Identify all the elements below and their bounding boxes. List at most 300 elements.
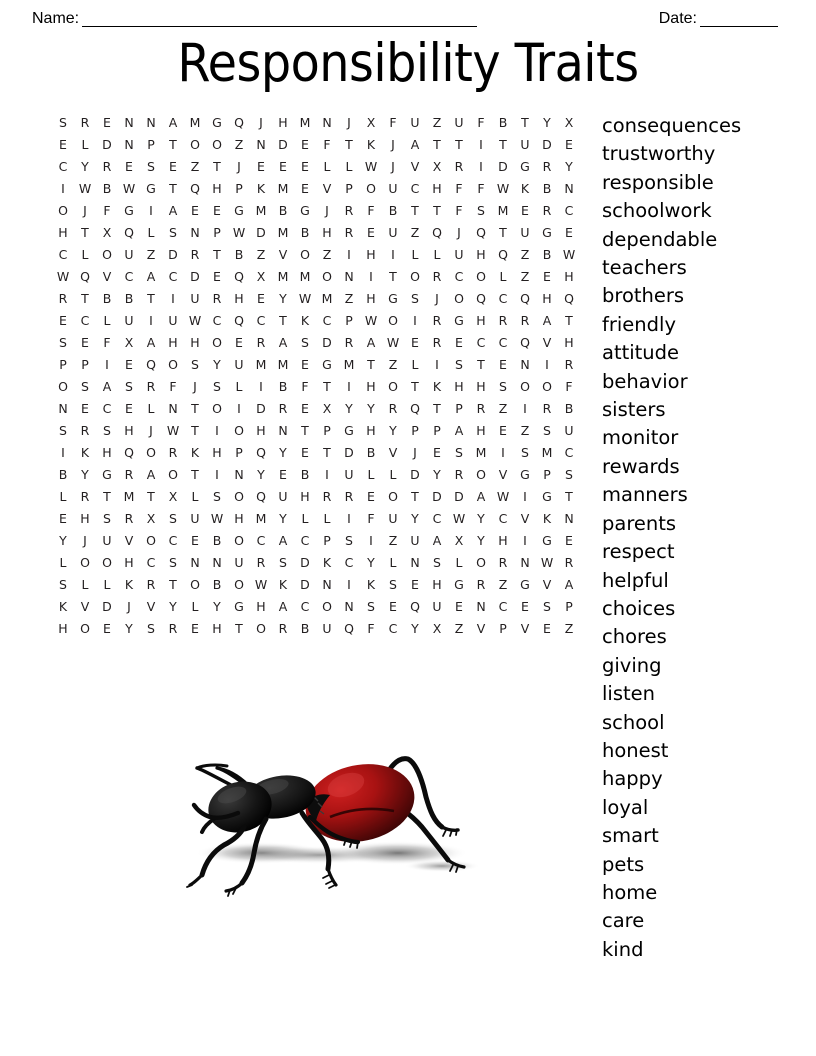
grid-cell[interactable]: O xyxy=(322,599,332,614)
grid-cell[interactable]: L xyxy=(301,511,309,526)
word-list-item[interactable]: attitude xyxy=(602,341,680,365)
grid-cell[interactable]: M xyxy=(497,203,509,218)
grid-cell[interactable]: T xyxy=(169,577,177,592)
date-write-in-line[interactable] xyxy=(700,13,778,27)
grid-cell[interactable]: N xyxy=(278,423,288,438)
grid-cell[interactable]: X xyxy=(146,511,156,526)
grid-cell[interactable]: D xyxy=(256,401,266,416)
grid-cell[interactable]: L xyxy=(323,159,331,174)
grid-cell[interactable]: U xyxy=(190,291,200,306)
grid-cell[interactable]: L xyxy=(59,489,67,504)
grid-cell[interactable]: T xyxy=(345,137,353,152)
grid-cell[interactable]: S xyxy=(59,577,67,592)
grid-cell[interactable]: E xyxy=(213,203,221,218)
grid-cell[interactable]: T xyxy=(455,137,463,152)
grid-cell[interactable]: S xyxy=(191,357,199,372)
grid-cell[interactable]: E xyxy=(103,621,111,636)
grid-cell[interactable]: H xyxy=(476,423,486,438)
word-list-item[interactable]: honest xyxy=(602,738,669,762)
grid-cell[interactable]: U xyxy=(388,225,398,240)
grid-cell[interactable]: H xyxy=(366,247,376,262)
grid-cell[interactable]: R xyxy=(146,577,156,592)
grid-cell[interactable]: V xyxy=(80,599,90,614)
grid-cell[interactable]: C xyxy=(300,599,310,614)
grid-cell[interactable]: I xyxy=(61,445,65,460)
grid-cell[interactable]: I xyxy=(347,247,351,262)
grid-cell[interactable]: N xyxy=(564,511,574,526)
grid-cell[interactable]: C xyxy=(212,313,222,328)
grid-cell[interactable]: F xyxy=(367,203,375,218)
grid-cell[interactable]: O xyxy=(190,137,200,152)
grid-cell[interactable]: Y xyxy=(213,357,221,372)
grid-cell[interactable]: E xyxy=(125,357,133,372)
grid-cell[interactable]: V xyxy=(388,445,398,460)
grid-cell[interactable]: U xyxy=(190,511,200,526)
grid-cell[interactable]: O xyxy=(454,291,464,306)
grid-cell[interactable]: B xyxy=(124,291,134,306)
grid-cell[interactable]: L xyxy=(191,489,199,504)
grid-cell[interactable]: Y xyxy=(213,599,221,614)
grid-cell[interactable]: T xyxy=(235,621,243,636)
grid-cell[interactable]: U xyxy=(410,533,420,548)
grid-cell[interactable]: E xyxy=(499,357,507,372)
grid-cell[interactable]: I xyxy=(369,533,373,548)
grid-cell[interactable]: H xyxy=(234,291,244,306)
grid-cell[interactable]: J xyxy=(259,115,263,130)
grid-cell[interactable]: L xyxy=(191,599,199,614)
grid-cell[interactable]: K xyxy=(300,313,310,328)
grid-cell[interactable]: R xyxy=(278,401,288,416)
grid-cell[interactable]: Z xyxy=(256,247,266,262)
grid-cell[interactable]: T xyxy=(477,357,485,372)
grid-cell[interactable]: P xyxy=(323,533,331,548)
grid-cell[interactable]: Y xyxy=(565,159,573,174)
grid-cell[interactable]: R xyxy=(454,467,464,482)
grid-cell[interactable]: H xyxy=(564,335,574,350)
grid-cell[interactable]: D xyxy=(102,599,112,614)
grid-cell[interactable]: B xyxy=(366,445,376,460)
grid-cell[interactable]: G xyxy=(234,599,244,614)
grid-cell[interactable]: E xyxy=(257,159,265,174)
grid-cell[interactable]: O xyxy=(300,247,310,262)
grid-cell[interactable]: E xyxy=(59,313,67,328)
grid-cell[interactable]: Y xyxy=(477,533,485,548)
grid-cell[interactable]: N xyxy=(168,401,178,416)
grid-cell[interactable]: J xyxy=(347,115,351,130)
grid-cell[interactable]: S xyxy=(367,599,375,614)
grid-cell[interactable]: N xyxy=(58,401,68,416)
grid-cell[interactable]: D xyxy=(190,269,200,284)
grid-cell[interactable]: F xyxy=(367,511,375,526)
grid-cell[interactable]: D xyxy=(300,577,310,592)
grid-cell[interactable]: E xyxy=(565,225,573,240)
grid-cell[interactable]: E xyxy=(235,335,243,350)
grid-cell[interactable]: P xyxy=(433,423,441,438)
grid-cell[interactable]: K xyxy=(520,181,530,196)
grid-cell[interactable]: T xyxy=(433,137,441,152)
grid-cell[interactable]: A xyxy=(564,577,574,592)
grid-cell[interactable]: L xyxy=(323,511,331,526)
grid-cell[interactable]: N xyxy=(410,555,420,570)
grid-cell[interactable]: M xyxy=(277,269,289,284)
grid-cell[interactable]: S xyxy=(301,335,309,350)
grid-cell[interactable]: Y xyxy=(125,621,133,636)
grid-cell[interactable]: T xyxy=(147,291,155,306)
grid-cell[interactable]: K xyxy=(58,599,68,614)
grid-cell[interactable]: S xyxy=(389,577,397,592)
grid-cell[interactable]: V xyxy=(476,621,486,636)
grid-cell[interactable]: Y xyxy=(81,159,89,174)
grid-cell[interactable]: W xyxy=(496,181,510,196)
word-list-item[interactable]: kind xyxy=(602,937,644,961)
word-list-item[interactable]: rewards xyxy=(602,454,680,478)
grid-cell[interactable]: A xyxy=(278,599,288,614)
grid-cell[interactable]: V xyxy=(410,159,420,174)
grid-cell[interactable]: U xyxy=(278,489,288,504)
grid-cell[interactable]: D xyxy=(256,225,266,240)
grid-cell[interactable]: R xyxy=(432,313,442,328)
grid-cell[interactable]: W xyxy=(298,291,312,306)
grid-cell[interactable]: H xyxy=(564,269,574,284)
grid-cell[interactable]: Y xyxy=(411,621,419,636)
grid-cell[interactable]: I xyxy=(237,401,241,416)
grid-cell[interactable]: O xyxy=(168,467,178,482)
grid-cell[interactable]: E xyxy=(455,599,463,614)
grid-cell[interactable]: Z xyxy=(146,247,156,262)
grid-cell[interactable]: P xyxy=(213,225,221,240)
grid-cell[interactable]: Q xyxy=(410,401,420,416)
grid-cell[interactable]: J xyxy=(413,445,417,460)
grid-cell[interactable]: J xyxy=(237,159,241,174)
grid-cell[interactable]: S xyxy=(103,423,111,438)
grid-cell[interactable]: Y xyxy=(257,467,265,482)
grid-cell[interactable]: T xyxy=(411,203,419,218)
grid-cell[interactable]: Q xyxy=(234,313,244,328)
grid-cell[interactable]: G xyxy=(388,291,398,306)
grid-cell[interactable]: Y xyxy=(367,401,375,416)
grid-cell[interactable]: L xyxy=(147,225,155,240)
grid-cell[interactable]: Z xyxy=(520,247,530,262)
grid-cell[interactable]: R xyxy=(432,269,442,284)
grid-cell[interactable]: T xyxy=(433,401,441,416)
grid-cell[interactable]: D xyxy=(542,137,552,152)
grid-cell[interactable]: T xyxy=(411,489,419,504)
grid-cell[interactable]: A xyxy=(168,115,178,130)
grid-cell[interactable]: N xyxy=(322,115,332,130)
grid-cell[interactable]: P xyxy=(345,313,353,328)
grid-cell[interactable]: U xyxy=(564,423,574,438)
word-list-item[interactable]: smart xyxy=(602,824,659,848)
grid-cell[interactable]: F xyxy=(455,181,463,196)
grid-cell[interactable]: W xyxy=(122,181,136,196)
grid-cell[interactable]: E xyxy=(213,269,221,284)
grid-cell[interactable]: I xyxy=(391,247,395,262)
grid-cell[interactable]: W xyxy=(188,313,202,328)
grid-cell[interactable]: Q xyxy=(190,181,200,196)
grid-cell[interactable]: G xyxy=(454,577,464,592)
grid-cell[interactable]: R xyxy=(344,335,354,350)
grid-cell[interactable]: M xyxy=(255,203,267,218)
grid-cell[interactable]: C xyxy=(564,445,574,460)
grid-cell[interactable]: A xyxy=(146,269,156,284)
grid-cell[interactable]: E xyxy=(543,621,551,636)
grid-cell[interactable]: Z xyxy=(388,533,398,548)
grid-cell[interactable]: S xyxy=(169,225,177,240)
grid-cell[interactable]: O xyxy=(212,137,222,152)
grid-cell[interactable]: Y xyxy=(169,599,177,614)
grid-cell[interactable]: I xyxy=(149,203,153,218)
grid-cell[interactable]: P xyxy=(565,599,573,614)
grid-cell[interactable]: U xyxy=(388,181,398,196)
grid-cell[interactable]: Z xyxy=(344,291,354,306)
grid-cell[interactable]: D xyxy=(300,555,310,570)
grid-cell[interactable]: A xyxy=(168,203,178,218)
grid-cell[interactable]: C xyxy=(80,313,90,328)
grid-cell[interactable]: S xyxy=(499,379,507,394)
grid-cell[interactable]: C xyxy=(168,269,178,284)
grid-cell[interactable]: O xyxy=(234,489,244,504)
grid-cell[interactable]: E xyxy=(411,577,419,592)
grid-cell[interactable]: J xyxy=(457,225,461,240)
grid-cell[interactable]: Q xyxy=(80,269,90,284)
grid-cell[interactable]: O xyxy=(102,247,112,262)
grid-cell[interactable]: R xyxy=(278,621,288,636)
grid-cell[interactable]: W xyxy=(166,423,180,438)
grid-cell[interactable]: F xyxy=(367,621,375,636)
grid-cell[interactable]: L xyxy=(499,269,507,284)
grid-cell[interactable]: P xyxy=(455,401,463,416)
grid-cell[interactable]: S xyxy=(125,379,133,394)
grid-cell[interactable]: T xyxy=(103,489,111,504)
grid-cell[interactable]: Z xyxy=(564,621,574,636)
grid-cell[interactable]: F xyxy=(103,335,111,350)
grid-cell[interactable]: S xyxy=(433,555,441,570)
word-list-item[interactable]: listen xyxy=(602,682,655,706)
grid-cell[interactable]: P xyxy=(235,181,243,196)
grid-cell[interactable]: B xyxy=(212,533,222,548)
grid-cell[interactable]: F xyxy=(477,181,485,196)
grid-cell[interactable]: T xyxy=(499,137,507,152)
grid-cell[interactable]: P xyxy=(323,423,331,438)
grid-cell[interactable]: T xyxy=(81,225,89,240)
grid-cell[interactable]: T xyxy=(323,445,331,460)
grid-cell[interactable]: R xyxy=(146,379,156,394)
grid-cell[interactable]: V xyxy=(322,181,332,196)
grid-cell[interactable]: C xyxy=(300,533,310,548)
grid-cell[interactable]: K xyxy=(124,577,134,592)
grid-cell[interactable]: E xyxy=(81,401,89,416)
grid-cell[interactable]: L xyxy=(81,137,89,152)
grid-cell[interactable]: Z xyxy=(388,357,398,372)
grid-cell[interactable]: E xyxy=(301,401,309,416)
grid-cell[interactable]: U xyxy=(454,115,464,130)
grid-cell[interactable]: M xyxy=(277,181,289,196)
grid-cell[interactable]: M xyxy=(255,357,267,372)
grid-cell[interactable]: A xyxy=(366,335,376,350)
grid-cell[interactable]: R xyxy=(168,621,178,636)
grid-cell[interactable]: S xyxy=(411,291,419,306)
grid-cell[interactable]: R xyxy=(102,159,112,174)
grid-cell[interactable]: N xyxy=(234,467,244,482)
word-list-item[interactable]: pets xyxy=(602,852,645,876)
grid-cell[interactable]: L xyxy=(345,159,353,174)
grid-cell[interactable]: O xyxy=(212,335,222,350)
grid-cell[interactable]: S xyxy=(279,555,287,570)
grid-cell[interactable]: H xyxy=(58,621,68,636)
grid-cell[interactable]: Z xyxy=(432,115,442,130)
grid-cell[interactable]: I xyxy=(325,467,329,482)
grid-cell[interactable]: F xyxy=(169,379,177,394)
grid-cell[interactable]: W xyxy=(56,269,70,284)
grid-cell[interactable]: D xyxy=(454,489,464,504)
grid-cell[interactable]: R xyxy=(476,401,486,416)
grid-cell[interactable]: T xyxy=(323,379,331,394)
grid-cell[interactable]: H xyxy=(80,511,90,526)
grid-cell[interactable]: S xyxy=(147,621,155,636)
grid-cell[interactable]: H xyxy=(212,621,222,636)
grid-cell[interactable]: E xyxy=(499,423,507,438)
grid-cell[interactable]: B xyxy=(388,203,398,218)
word-list-item[interactable]: choices xyxy=(602,596,676,620)
grid-cell[interactable]: R xyxy=(476,577,486,592)
grid-cell[interactable]: E xyxy=(191,533,199,548)
grid-cell[interactable]: Y xyxy=(477,511,485,526)
grid-cell[interactable]: I xyxy=(501,445,505,460)
grid-cell[interactable]: C xyxy=(58,247,68,262)
grid-cell[interactable]: W xyxy=(254,577,268,592)
grid-cell[interactable]: K xyxy=(542,511,552,526)
grid-cell[interactable]: S xyxy=(543,599,551,614)
grid-cell[interactable]: C xyxy=(124,269,134,284)
grid-cell[interactable]: Y xyxy=(543,115,551,130)
grid-cell[interactable]: R xyxy=(256,335,266,350)
grid-cell[interactable]: Y xyxy=(81,467,89,482)
grid-cell[interactable]: F xyxy=(323,137,331,152)
grid-cell[interactable]: D xyxy=(278,137,288,152)
grid-cell[interactable]: B xyxy=(234,247,244,262)
grid-cell[interactable]: T xyxy=(433,203,441,218)
grid-cell[interactable]: O xyxy=(212,401,222,416)
grid-cell[interactable]: R xyxy=(212,291,222,306)
word-list-item[interactable]: dependable xyxy=(602,227,718,251)
grid-cell[interactable]: Q xyxy=(520,335,530,350)
grid-cell[interactable]: O xyxy=(80,555,90,570)
grid-cell[interactable]: I xyxy=(523,489,527,504)
grid-cell[interactable]: J xyxy=(193,379,197,394)
grid-cell[interactable]: A xyxy=(454,423,464,438)
grid-cell[interactable]: H xyxy=(278,115,288,130)
word-list-item[interactable]: happy xyxy=(602,767,663,791)
grid-cell[interactable]: P xyxy=(345,181,353,196)
word-list-item[interactable]: brothers xyxy=(602,284,685,308)
grid-cell[interactable]: Q xyxy=(476,225,486,240)
grid-cell[interactable]: H xyxy=(366,379,376,394)
grid-cell[interactable]: F xyxy=(565,379,573,394)
grid-cell[interactable]: P xyxy=(81,357,89,372)
grid-cell[interactable]: E xyxy=(433,445,441,460)
grid-cell[interactable]: H xyxy=(322,225,332,240)
grid-cell[interactable]: O xyxy=(234,577,244,592)
grid-cell[interactable]: O xyxy=(476,269,486,284)
grid-cell[interactable]: C xyxy=(564,203,574,218)
grid-cell[interactable]: G xyxy=(212,115,222,130)
grid-cell[interactable]: D xyxy=(432,489,442,504)
grid-cell[interactable]: J xyxy=(325,203,329,218)
grid-cell[interactable]: E xyxy=(455,335,463,350)
grid-cell[interactable]: H xyxy=(542,291,552,306)
word-search-grid[interactable] xyxy=(52,112,586,640)
grid-cell[interactable]: L xyxy=(103,577,111,592)
grid-cell[interactable]: R xyxy=(498,313,508,328)
grid-cell[interactable]: V xyxy=(146,599,156,614)
grid-cell[interactable]: L xyxy=(433,247,441,262)
grid-cell[interactable]: E xyxy=(367,489,375,504)
grid-cell[interactable]: M xyxy=(299,269,311,284)
grid-cell[interactable]: H xyxy=(432,577,442,592)
grid-cell[interactable]: M xyxy=(475,445,487,460)
grid-cell[interactable]: E xyxy=(191,621,199,636)
grid-cell[interactable]: X xyxy=(454,533,464,548)
grid-cell[interactable]: T xyxy=(521,115,529,130)
grid-cell[interactable]: I xyxy=(171,291,175,306)
grid-cell[interactable]: V xyxy=(520,621,530,636)
grid-cell[interactable]: G xyxy=(542,533,552,548)
grid-cell[interactable]: U xyxy=(234,357,244,372)
grid-cell[interactable]: V xyxy=(520,511,530,526)
grid-cell[interactable]: C xyxy=(498,335,508,350)
grid-cell[interactable]: Q xyxy=(344,621,354,636)
grid-cell[interactable]: H xyxy=(168,335,178,350)
grid-cell[interactable]: H xyxy=(256,423,266,438)
grid-cell[interactable]: F xyxy=(477,115,485,130)
grid-cell[interactable]: K xyxy=(432,379,442,394)
grid-cell[interactable]: R xyxy=(168,445,178,460)
grid-cell[interactable]: R xyxy=(542,203,552,218)
grid-cell[interactable]: F xyxy=(301,379,309,394)
grid-cell[interactable]: S xyxy=(213,489,221,504)
word-list-item[interactable]: teachers xyxy=(602,256,687,280)
grid-cell[interactable]: B xyxy=(278,203,288,218)
grid-cell[interactable]: U xyxy=(124,313,134,328)
grid-cell[interactable]: W xyxy=(540,555,554,570)
grid-cell[interactable]: R xyxy=(564,555,574,570)
grid-cell[interactable]: B xyxy=(212,577,222,592)
grid-cell[interactable]: R xyxy=(190,247,200,262)
grid-cell[interactable]: O xyxy=(410,269,420,284)
grid-cell[interactable]: G xyxy=(124,203,134,218)
grid-cell[interactable]: E xyxy=(301,357,309,372)
grid-cell[interactable]: K xyxy=(366,577,376,592)
grid-cell[interactable]: N xyxy=(520,555,530,570)
grid-cell[interactable]: D xyxy=(410,467,420,482)
grid-cell[interactable]: D xyxy=(322,335,332,350)
grid-cell[interactable]: H xyxy=(256,599,266,614)
grid-cell[interactable]: H xyxy=(102,445,112,460)
grid-cell[interactable]: G xyxy=(454,313,464,328)
grid-cell[interactable]: I xyxy=(435,357,439,372)
grid-cell[interactable]: E xyxy=(191,203,199,218)
grid-cell[interactable]: G xyxy=(344,423,354,438)
grid-cell[interactable]: E xyxy=(279,159,287,174)
grid-cell[interactable]: T xyxy=(191,423,199,438)
grid-cell[interactable]: N xyxy=(124,115,134,130)
grid-cell[interactable]: S xyxy=(59,335,67,350)
grid-cell[interactable]: L xyxy=(81,577,89,592)
grid-cell[interactable]: H xyxy=(234,511,244,526)
grid-cell[interactable]: E xyxy=(367,225,375,240)
grid-cell[interactable]: O xyxy=(80,621,90,636)
grid-cell[interactable]: U xyxy=(168,313,178,328)
